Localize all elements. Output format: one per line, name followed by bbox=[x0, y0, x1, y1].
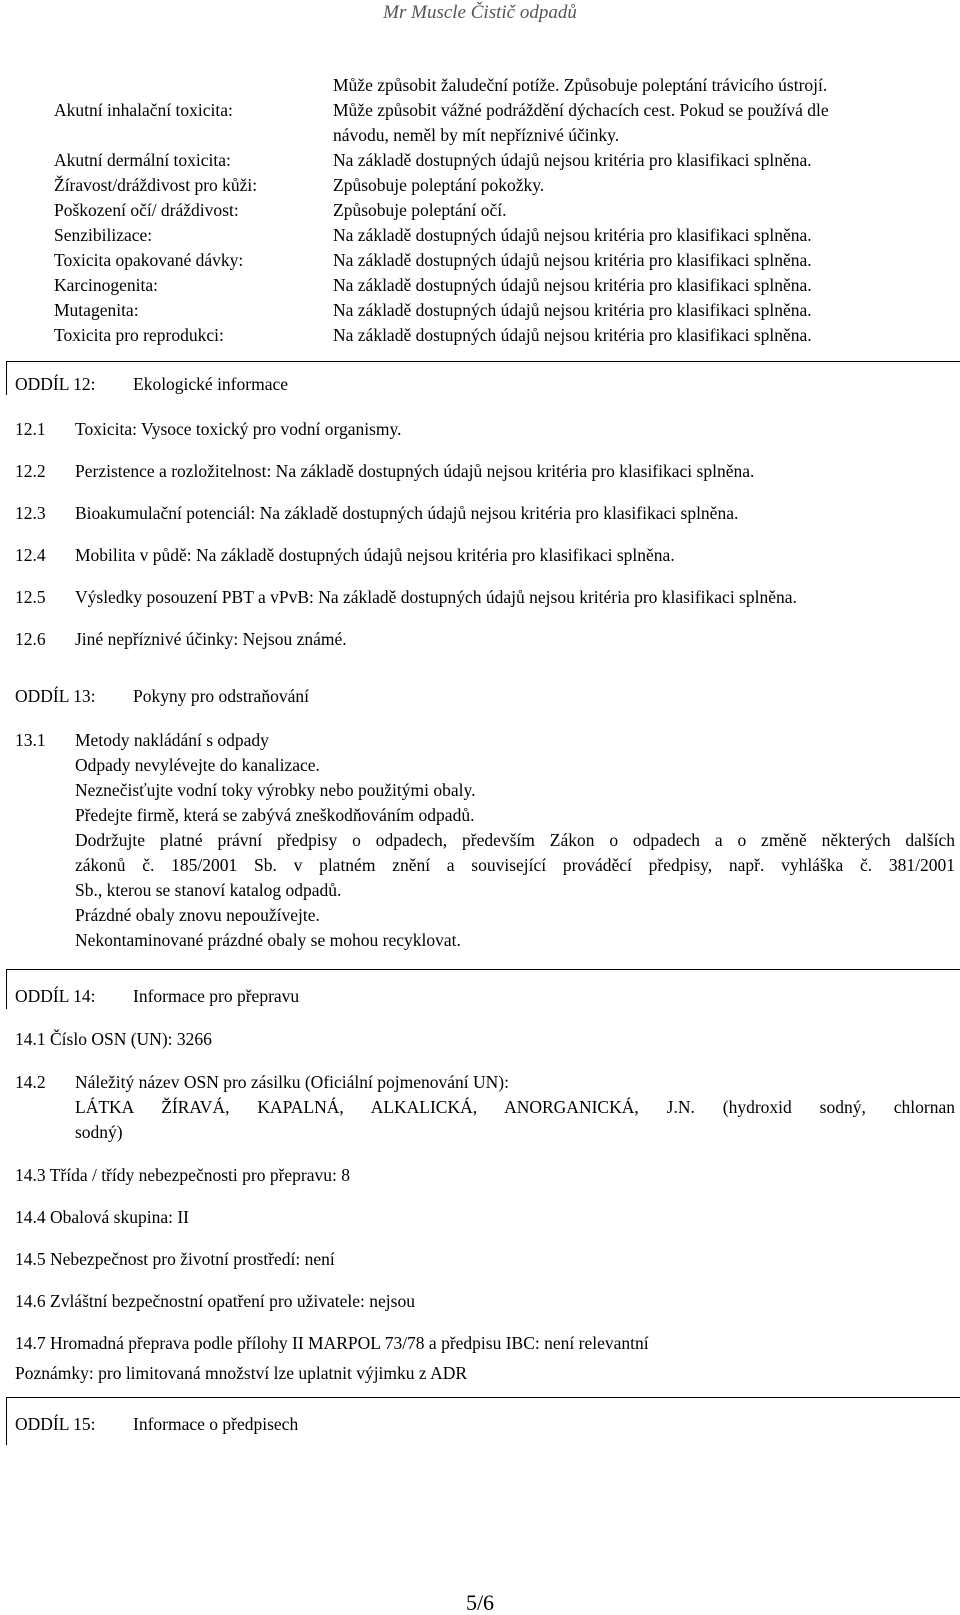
toxicity-value: Na základě dostupných údajů nejsou kritéria pro klasifikaci splněna. bbox=[333, 150, 812, 170]
toxicity-label: Akutní inhalační toxicita: bbox=[54, 100, 233, 120]
toxicity-value: Na základě dostupných údajů nejsou kritéria pro klasifikaci splněna. bbox=[333, 225, 812, 245]
section-title: Informace pro přepravu bbox=[133, 986, 300, 1006]
item-text: Jiné nepříznivé účinky: Nejsou známé. bbox=[75, 629, 347, 649]
toxicity-label: Žíravost/dráždivost pro kůži: bbox=[54, 175, 258, 195]
item-number: 14.2 bbox=[15, 1072, 46, 1092]
item-number: 12.6 bbox=[15, 629, 46, 649]
toxicity-value: Na základě dostupných údajů nejsou kritéria pro klasifikaci splněna. bbox=[333, 325, 812, 345]
section-number: ODDÍL 13: bbox=[15, 686, 96, 706]
item-text: Toxicita: Vysoce toxický pro vodní organismy. bbox=[75, 419, 402, 439]
item-number: 12.5 bbox=[15, 587, 46, 607]
section-title: Ekologické informace bbox=[133, 374, 289, 394]
section-border bbox=[6, 969, 7, 1009]
toxicity-value: Na základě dostupných údajů nejsou kritéria pro klasifikaci splněna. bbox=[333, 275, 812, 295]
item-text: Nekontaminované prázdné obaly se mohou recyklovat. bbox=[75, 930, 461, 950]
section-divider bbox=[6, 969, 960, 970]
item-number: 13.1 bbox=[15, 730, 46, 750]
toxicity-value: Způsobuje poleptání pokožky. bbox=[333, 175, 545, 195]
section-number: ODDÍL 14: bbox=[15, 986, 96, 1006]
item-number: 12.1 bbox=[15, 419, 46, 439]
page-number: 5/6 bbox=[465, 1590, 495, 1615]
item-text: Mobilita v půdě: Na základě dostupných údajů nejsou kritéria pro klasifikaci splněna. bbox=[75, 545, 675, 565]
item-text: Předejte firmě, která se zabývá zneškodňováním odpadů. bbox=[75, 805, 475, 825]
toxicity-label: Karcinogenita: bbox=[54, 275, 158, 295]
item-text: Dodržujte platné právní předpisy o odpadech, především Zákon o odpadech a o změně některých dalších bbox=[75, 830, 955, 850]
toxicity-label: Toxicita pro reprodukci: bbox=[54, 325, 224, 345]
item-text: 14.1 Číslo OSN (UN): 3266 bbox=[15, 1029, 212, 1049]
item-text: Metody nakládání s odpady bbox=[75, 730, 269, 750]
item-text: Výsledky posouzení PBT a vPvB: Na základě dostupných údajů nejsou kritéria pro klasifikaci splněna. bbox=[75, 587, 797, 607]
item-number: 12.2 bbox=[15, 461, 46, 481]
toxicity-label: Toxicita opakované dávky: bbox=[54, 250, 244, 270]
section-title: Pokyny pro odstraňování bbox=[133, 686, 309, 706]
item-text: Sb., kterou se stanoví katalog odpadů. bbox=[75, 880, 342, 900]
item-text: LÁTKA ŽÍRAVÁ, KAPALNÁ, ALKALICKÁ, ANORGANICKÁ, J.N. (hydroxid sodný, chlornan bbox=[75, 1097, 955, 1117]
item-text: 14.6 Zvláštní bezpečnostní opatření pro uživatele: nejsou bbox=[15, 1291, 415, 1311]
item-number: 12.3 bbox=[15, 503, 46, 523]
toxicity-value: Může způsobit vážné podráždění dýchacích cest. Pokud se používá dle bbox=[333, 100, 829, 120]
item-number: 12.4 bbox=[15, 545, 46, 565]
item-text: Bioakumulační potenciál: Na základě dostupných údajů nejsou kritéria pro klasifikaci splněna. bbox=[75, 503, 739, 523]
toxicity-value: Na základě dostupných údajů nejsou kritéria pro klasifikaci splněna. bbox=[333, 300, 812, 320]
item-text: 14.3 Třída / třídy nebezpečnosti pro přepravu: 8 bbox=[15, 1165, 350, 1185]
item-text: zákonů č. 185/2001 Sb. v platném znění a související prováděcí předpisy, např. vyhláška č. 381/2001 bbox=[75, 855, 955, 875]
section-title: Informace o předpisech bbox=[133, 1414, 299, 1434]
section-divider bbox=[6, 1397, 960, 1398]
toxicity-value: Způsobuje poleptání očí. bbox=[333, 200, 507, 220]
toxicity-label: Poškození očí/ dráždivost: bbox=[54, 200, 239, 220]
item-text: Neznečisťujte vodní toky výrobky nebo použitými obaly. bbox=[75, 780, 476, 800]
item-text: 14.4 Obalová skupina: II bbox=[15, 1207, 189, 1227]
toxicity-value: Na základě dostupných údajů nejsou kritéria pro klasifikaci splněna. bbox=[333, 250, 812, 270]
section-number: ODDÍL 15: bbox=[15, 1414, 96, 1434]
toxicity-label: Mutagenita: bbox=[54, 300, 139, 320]
section-divider bbox=[6, 361, 960, 362]
item-text: sodný) bbox=[75, 1122, 123, 1142]
document-header: Mr Muscle Čistič odpadů bbox=[383, 2, 577, 23]
item-text: 14.5 Nebezpečnost pro životní prostředí: není bbox=[15, 1249, 335, 1269]
section-border bbox=[6, 361, 7, 395]
section-border bbox=[6, 1397, 7, 1445]
toxicity-label: Senzibilizace: bbox=[54, 225, 153, 245]
toxicity-value: návodu, neměl by mít nepříznivé účinky. bbox=[333, 125, 620, 145]
item-text: Náležitý název OSN pro zásilku (Oficiální pojmenování UN): bbox=[75, 1072, 509, 1092]
section-number: ODDÍL 12: bbox=[15, 374, 96, 394]
item-text: 14.7 Hromadná přeprava podle přílohy II MARPOL 73/78 a předpisu IBC: není relevantní bbox=[15, 1333, 649, 1353]
toxicity-label: Akutní dermální toxicita: bbox=[54, 150, 231, 170]
item-text: Prázdné obaly znovu nepoužívejte. bbox=[75, 905, 320, 925]
toxicity-value: Může způsobit žaludeční potíže. Způsobuje poleptání trávicího ústrojí. bbox=[333, 75, 828, 95]
item-text: Odpady nevylévejte do kanalizace. bbox=[75, 755, 320, 775]
note-text: Poznámky: pro limitovaná množství lze uplatnit výjimku z ADR bbox=[15, 1363, 468, 1383]
item-text: Perzistence a rozložitelnost: Na základě dostupných údajů nejsou kritéria pro klasifikaci splněna. bbox=[75, 461, 755, 481]
